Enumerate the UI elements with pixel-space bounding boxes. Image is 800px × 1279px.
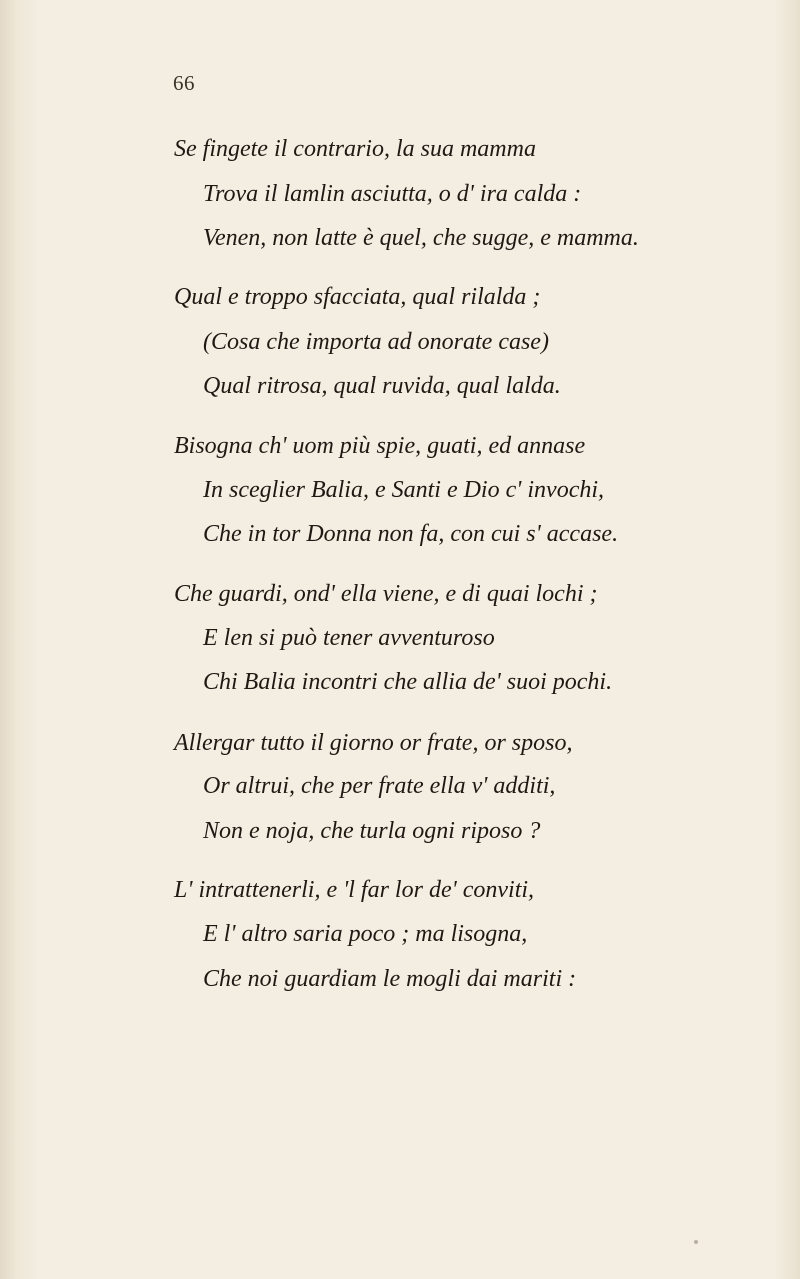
- verse-line: Non e noja, che turla ogni riposo ?: [203, 818, 541, 844]
- verse-line: Or altrui, che per frate ella v' additi,: [203, 773, 556, 799]
- verse-line: E l' altro saria poco ; ma lisogna,: [203, 921, 528, 947]
- verse-line: Chi Balia incontri che allia de' suoi pochi.: [203, 669, 613, 695]
- verse-line: L' intrattenerli, e 'l far lor de' conviti,: [174, 877, 535, 903]
- paper-spot: [694, 1240, 698, 1244]
- verse-line: (Cosa che importa ad onorate case): [203, 329, 549, 355]
- verse-line: Qual ritrosa, qual ruvida, qual lalda.: [203, 373, 561, 399]
- verse-line: Venen, non latte è quel, che sugge, e mamma.: [203, 225, 639, 251]
- verse-line: E len si può tener avventuroso: [203, 625, 495, 651]
- verse-line: Che guardi, ond' ella viene, e di quai lochi ;: [174, 581, 598, 607]
- verse-line: Trova il lamlin asciutta, o d' ira calda :: [203, 181, 582, 207]
- verse-line: Qual e troppo sfacciata, qual rilalda ;: [174, 284, 541, 310]
- page-number: 66: [173, 71, 195, 95]
- verse-line: Che noi guardiam le mogli dai mariti :: [203, 966, 577, 992]
- verse-line: Allergar tutto il giorno or frate, or sposo,: [174, 730, 573, 756]
- verse-line: In sceglier Balia, e Santi e Dio c' invochi,: [203, 477, 605, 503]
- verse-line: Bisogna ch' uom più spie, guati, ed annase: [174, 433, 586, 459]
- verse-line: Che in tor Donna non fa, con cui s' accase.: [203, 521, 619, 547]
- verse-line: Se fingete il contrario, la sua mamma: [174, 136, 536, 162]
